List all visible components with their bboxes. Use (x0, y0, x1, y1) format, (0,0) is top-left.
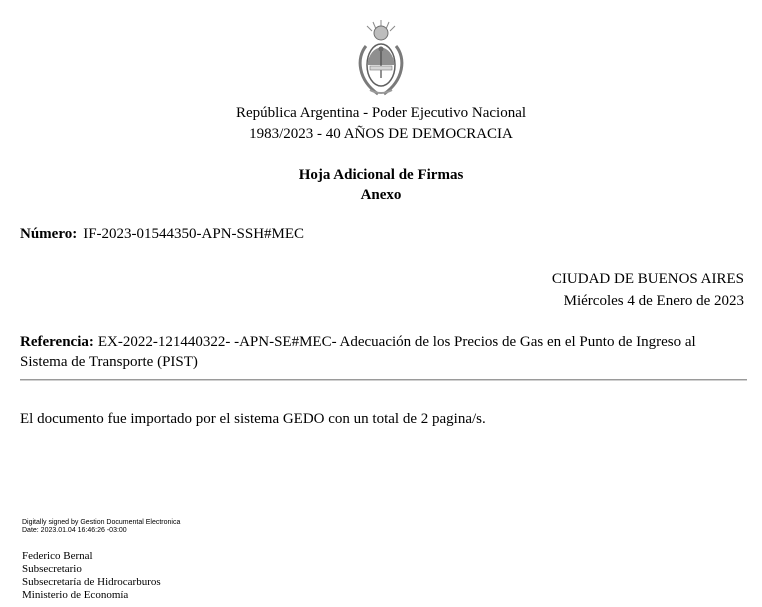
coat-of-arms-icon (356, 18, 406, 98)
signer-block (22, 550, 161, 602)
document-number (20, 226, 304, 243)
reference (20, 332, 740, 372)
number-value: IF-2023-01544350-APN-SSH#MEC (83, 226, 305, 242)
number-label: Número: (20, 226, 78, 242)
header-line-republica: República Argentina - Poder Ejecutivo Nacional (235, 105, 527, 121)
signer-role: Subsecretario (22, 563, 82, 575)
digital-signed-by: Digitally signed by Gestion Documental Electronica (22, 519, 181, 526)
document-subtitle: Anexo (360, 187, 402, 203)
document-title: Hoja Adicional de Firmas (298, 167, 464, 183)
city: CIUDAD DE BUENOS AIRES (551, 271, 744, 287)
signer-office: Subsecretaría de Hidrocarburos (22, 576, 161, 588)
location-date-block (552, 268, 744, 312)
signer-name: Federico Bernal (22, 550, 93, 562)
header-line-democracia: 1983/2023 - 40 AÑOS DE DEMOCRACIA (249, 126, 513, 142)
signer-ministry: Ministerio de Economía (22, 589, 129, 601)
digital-signature-date: Date: 2023.01.04 16:46:26 -03:00 (22, 527, 127, 534)
reference-label: Referencia: (20, 334, 94, 350)
reference-value: EX-2022-121440322- -APN-SE#MEC- Adecuación de los Precios de Gas en el Punto de Ingreso al Sistema de Transporte (PIST) (20, 334, 696, 370)
document-body: El documento fue importado por el sistema GEDO con un total de 2 pagina/s. (20, 411, 486, 427)
date: Miércoles 4 de Enero de 2023 (563, 293, 744, 309)
digital-signature-stamp (22, 519, 180, 535)
divider (20, 379, 747, 381)
